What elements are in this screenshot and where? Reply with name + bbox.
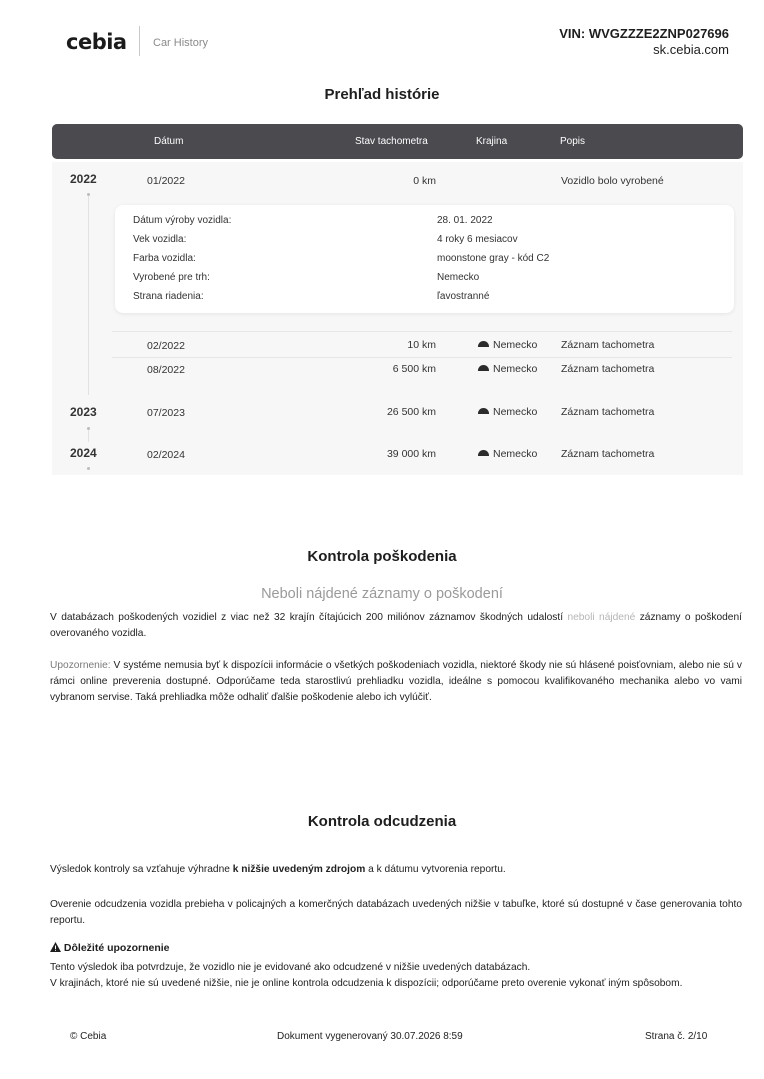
footer-copyright: © Cebia: [70, 1031, 107, 1042]
page-label: Strana č.: [645, 1031, 686, 1042]
flag-icon: [478, 365, 489, 371]
theft-text: Výsledok kontroly sa vzťahuje výhradne: [50, 864, 230, 875]
row-country: [478, 363, 537, 375]
country-label: Nemecko: [493, 448, 538, 460]
row-km: 39 000 km: [386, 448, 436, 460]
damage-subtitle: Neboli nájdené záznamy o poškodení: [261, 586, 503, 602]
row-date: 02/2022: [147, 340, 185, 352]
vin-number: VIN: WVGZZZE2ZNP027696: [559, 26, 729, 41]
warning-label: Upozornenie:: [50, 660, 111, 671]
product-name: Car History: [153, 37, 209, 49]
year-label: 2022: [70, 172, 97, 186]
damage-title: Kontrola poškodenia: [307, 548, 457, 565]
detail-label: Vek vozidla:: [133, 234, 187, 245]
theft-text: a k dátumu vytvorenia reportu.: [368, 864, 506, 875]
warning-text: V systéme nemusia byť k dispozícii informácie o všetkých poškodeniach vozidla, niektoré škody nie sú hlásené poisťovniam, alebo nie sú v rámci online preverenia dostupné. Odporúčame teda starostlivú prehliadku vozidla, ideálne s pomocou kvalifikovaného mechanika alebo vo vami vybranom servise. Taká prehliadka môže odhaliť ďalšie poškodenie alebo ich vylúčiť.: [50, 660, 742, 703]
theft-title: Kontrola odcudzenia: [307, 813, 457, 830]
country-label: Nemecko: [493, 363, 538, 375]
row-divider: [112, 331, 732, 332]
timeline-dot: [87, 193, 90, 196]
row-km: 6 500 km: [392, 363, 436, 375]
page-number: 2: [687, 1031, 694, 1042]
timeline-line: [88, 195, 89, 395]
detail-label: Farba vozidla:: [133, 253, 196, 264]
col-odometer: Stav tachometra: [355, 136, 428, 147]
row-description: Záznam tachometra: [561, 363, 655, 375]
damage-warning: [50, 658, 742, 706]
warning-icon: [50, 942, 61, 952]
damage-paragraph: [50, 610, 742, 642]
damage-muted-text: neboli nájdené: [567, 612, 636, 623]
row-description: Záznam tachometra: [561, 448, 655, 460]
timeline-line: [88, 430, 89, 442]
logo-divider: [139, 26, 140, 56]
row-date: 07/2023: [147, 407, 185, 419]
row-date: 01/2022: [147, 175, 185, 187]
important-title: Dôležité upozornenie: [63, 942, 170, 954]
row-date: 02/2024: [147, 449, 185, 461]
theft-paragraph: Overenie odcudzenia vozidla prebieha v policajných a komerčných databázach uvedených nižšie v tabuľke, ktoré sú dostupné v čase generovania tohto reportu.: [50, 899, 742, 926]
detail-value: Nemecko: [437, 272, 480, 283]
year-label: 2024: [70, 446, 97, 460]
theft-bold-text: k nižšie uvedeným zdrojom: [232, 864, 366, 875]
col-date: Dátum: [154, 136, 184, 147]
flag-icon: [478, 450, 489, 456]
row-country: [478, 406, 537, 418]
footer-page: [645, 1031, 707, 1042]
row-km: 26 500 km: [386, 406, 436, 418]
history-title: Prehľad histórie: [324, 86, 440, 103]
row-description: Záznam tachometra: [561, 339, 655, 351]
row-km: 0 km: [413, 175, 436, 187]
year-label: 2023: [70, 405, 97, 419]
theft-paragraph: [50, 862, 742, 878]
damage-text: V databázach poškodených vozidiel z viac než 32 krajín čítajúcich 200 miliónov záznamov škodných udalostí: [50, 612, 564, 623]
row-country: [478, 339, 537, 351]
country-label: Nemecko: [493, 339, 538, 351]
row-date: 08/2022: [147, 364, 185, 376]
timeline-dot: [87, 427, 90, 430]
row-description: Záznam tachometra: [561, 406, 655, 418]
row-description: Vozidlo bolo vyrobené: [561, 175, 664, 187]
row-km: 10 km: [407, 339, 436, 351]
history-table-header: [52, 124, 743, 159]
detail-label: Strana riadenia:: [133, 291, 204, 302]
detail-value: ľavostranné: [437, 291, 490, 302]
row-divider: [112, 357, 732, 358]
detail-value: moonstone gray - kód C2: [437, 253, 550, 264]
flag-icon: [478, 408, 489, 414]
page-total: /10: [693, 1031, 708, 1042]
col-description: Popis: [560, 136, 586, 147]
important-heading: [50, 942, 170, 954]
timeline-dot: [87, 467, 90, 470]
flag-icon: [478, 341, 489, 347]
important-line: V krajinách, ktoré nie sú uvedené nižšie, nie je online kontrola odcudzenia k dispozícii; odporúčame preto overenie vykonať iným spôsobom.: [50, 978, 683, 989]
damage-text: záznamy o poškodení overovaného vozidla.: [50, 612, 742, 639]
site-url: sk.cebia.com: [653, 42, 729, 57]
detail-value: 28. 01. 2022: [437, 215, 493, 226]
col-country: Krajina: [476, 136, 508, 147]
detail-label: Vyrobené pre trh:: [133, 272, 210, 283]
footer-generated: Dokument vygenerovaný 30.07.2026 8:59: [277, 1031, 463, 1042]
cebia-logo: cebia: [66, 30, 127, 54]
detail-value: 4 roky 6 mesiacov: [437, 234, 518, 245]
row-country: [478, 448, 537, 460]
country-label: Nemecko: [493, 406, 538, 418]
detail-label: Dátum výroby vozidla:: [133, 215, 232, 226]
important-line: Tento výsledok iba potvrdzuje, že vozidlo nie je evidované ako odcudzené v nižšie uvedených databázach.: [50, 962, 531, 973]
